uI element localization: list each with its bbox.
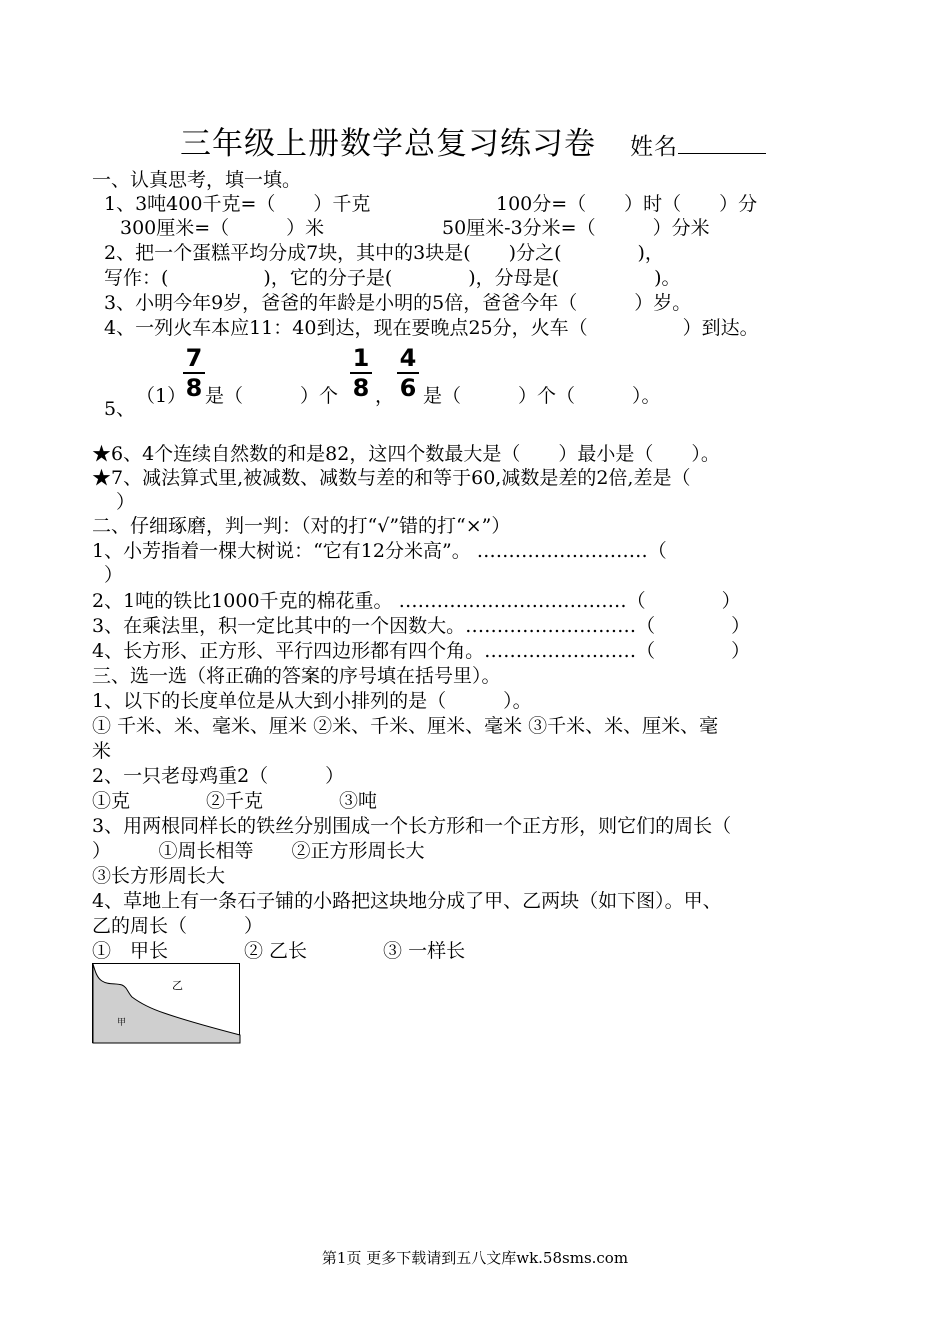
s1-q5-part-c: ， bbox=[375, 385, 395, 407]
s2-q4: 4、长方形、正方形、平行四边形都有四个角。……………………（ ） bbox=[92, 640, 751, 662]
s3-q3-b: ） ①周长相等 ②正方形周长大 bbox=[92, 840, 425, 862]
s3-q3-a: 3、用两根同样长的铁丝分别围成一个长方形和一个正方形，则它们的周长（ bbox=[92, 815, 732, 837]
s1-q4: 4、一列火车本应11：40到达，现在要晚点25分，火车（ ）到达。 bbox=[104, 317, 759, 339]
s1-q1-b: 100分=（ ）时（ ）分 bbox=[496, 193, 758, 215]
fraction-numerator: 1 bbox=[352, 344, 370, 372]
fraction-numerator: 7 bbox=[185, 344, 203, 372]
fraction-7-8 bbox=[183, 346, 205, 400]
name-label: 姓名 bbox=[630, 134, 678, 160]
s3-q2: 2、一只老母鸡重2（ ） bbox=[92, 765, 345, 787]
s1-q2-a: 2、把一个蛋糕平均分成7块，其中的3块是( )分之( )， bbox=[104, 242, 664, 264]
s3-q1-options-b: 米 bbox=[92, 740, 112, 762]
fraction-denominator: 8 bbox=[185, 374, 203, 402]
s1-q5-part-b: 是（ ）个 bbox=[205, 385, 339, 407]
page-footer: 第1页 更多下载请到五八文库wk.58sms.com bbox=[321, 1249, 629, 1267]
page-title bbox=[180, 118, 766, 163]
s3-q2-options: ①克 ②千克 ③吨 bbox=[92, 790, 378, 812]
s2-q3: 3、在乘法里，积一定比其中的一个因数大。………………………（ ） bbox=[92, 615, 751, 637]
section2-heading: 二、仔细琢磨，判一判：（对的打“√”错的打“×”） bbox=[92, 515, 511, 537]
s2-q1-b: ） bbox=[104, 564, 124, 586]
s3-q1: 1、以下的长度单位是从大到小排列的是（ ）。 bbox=[92, 690, 532, 712]
fraction-1-8 bbox=[350, 346, 372, 400]
s3-q4-b: 乙的周长（ ） bbox=[92, 915, 264, 937]
fraction-denominator: 8 bbox=[352, 374, 370, 402]
s1-q1-d: 50厘米-3分米=（ ）分米 bbox=[442, 217, 710, 239]
name-blank[interactable] bbox=[678, 133, 766, 154]
s1-q3: 3、小明今年9岁，爸爸的年龄是小明的5倍，爸爸今年（ ）岁。 bbox=[104, 292, 692, 314]
field-diagram bbox=[92, 963, 244, 1049]
fraction-denominator: 6 bbox=[399, 374, 417, 402]
s1-q5-part-d: 是（ ）个（ ）。 bbox=[423, 385, 661, 407]
s2-q1-a: 1、小芳指着一棵大树说：“它有12分米高”。 ………………………（ bbox=[92, 540, 667, 562]
field-diagram-svg bbox=[92, 963, 244, 1045]
title-text: 三年级上册数学总复习练习卷 bbox=[180, 126, 596, 162]
s3-q3-c: ③长方形周长大 bbox=[92, 865, 226, 887]
s1-q7-b: ） bbox=[116, 491, 136, 513]
s1-q6: ★6、4个连续自然数的和是82，这四个数最大是（ ）最小是（ ）。 bbox=[92, 443, 720, 465]
s1-q1-c: 300厘米=（ ）米 bbox=[120, 217, 325, 239]
s2-q2: 2、1吨的铁比1000千克的棉花重。 ………………………………（ ） bbox=[92, 590, 741, 612]
section1-heading: 一、认真思考，填一填。 bbox=[92, 169, 302, 191]
section3-heading: 三、选一选（将正确的答案的序号填在括号里）。 bbox=[92, 665, 501, 687]
label-jia: 甲 bbox=[117, 1018, 127, 1028]
label-yi: 乙 bbox=[172, 979, 183, 992]
s3-q1-options-a: ① 千米、米、毫米、厘米 ②米、千米、厘米、毫米 ③千米、米、厘米、毫 bbox=[92, 715, 719, 737]
s1-q5-part-a: （1） bbox=[136, 385, 187, 407]
fraction-numerator: 4 bbox=[399, 344, 417, 372]
s1-q5-number: 5、 bbox=[104, 398, 136, 420]
s3-q4-a: 4、草地上有一条石子铺的小路把这块地分成了甲、乙两块（如下图）。甲、 bbox=[92, 890, 722, 912]
s1-q7-a: ★7、减法算式里,被减数、减数与差的和等于60,减数是差的2倍,差是（ bbox=[92, 467, 691, 489]
s1-q1-a: 1、3吨400千克=（ ）千克 bbox=[104, 193, 371, 215]
fraction-4-6 bbox=[397, 346, 419, 400]
s3-q4-options: ① 甲长 ② 乙长 ③ 一样长 bbox=[92, 940, 466, 962]
s1-q2-b: 写作：( )，它的分子是( )，分母是( )。 bbox=[104, 267, 681, 289]
